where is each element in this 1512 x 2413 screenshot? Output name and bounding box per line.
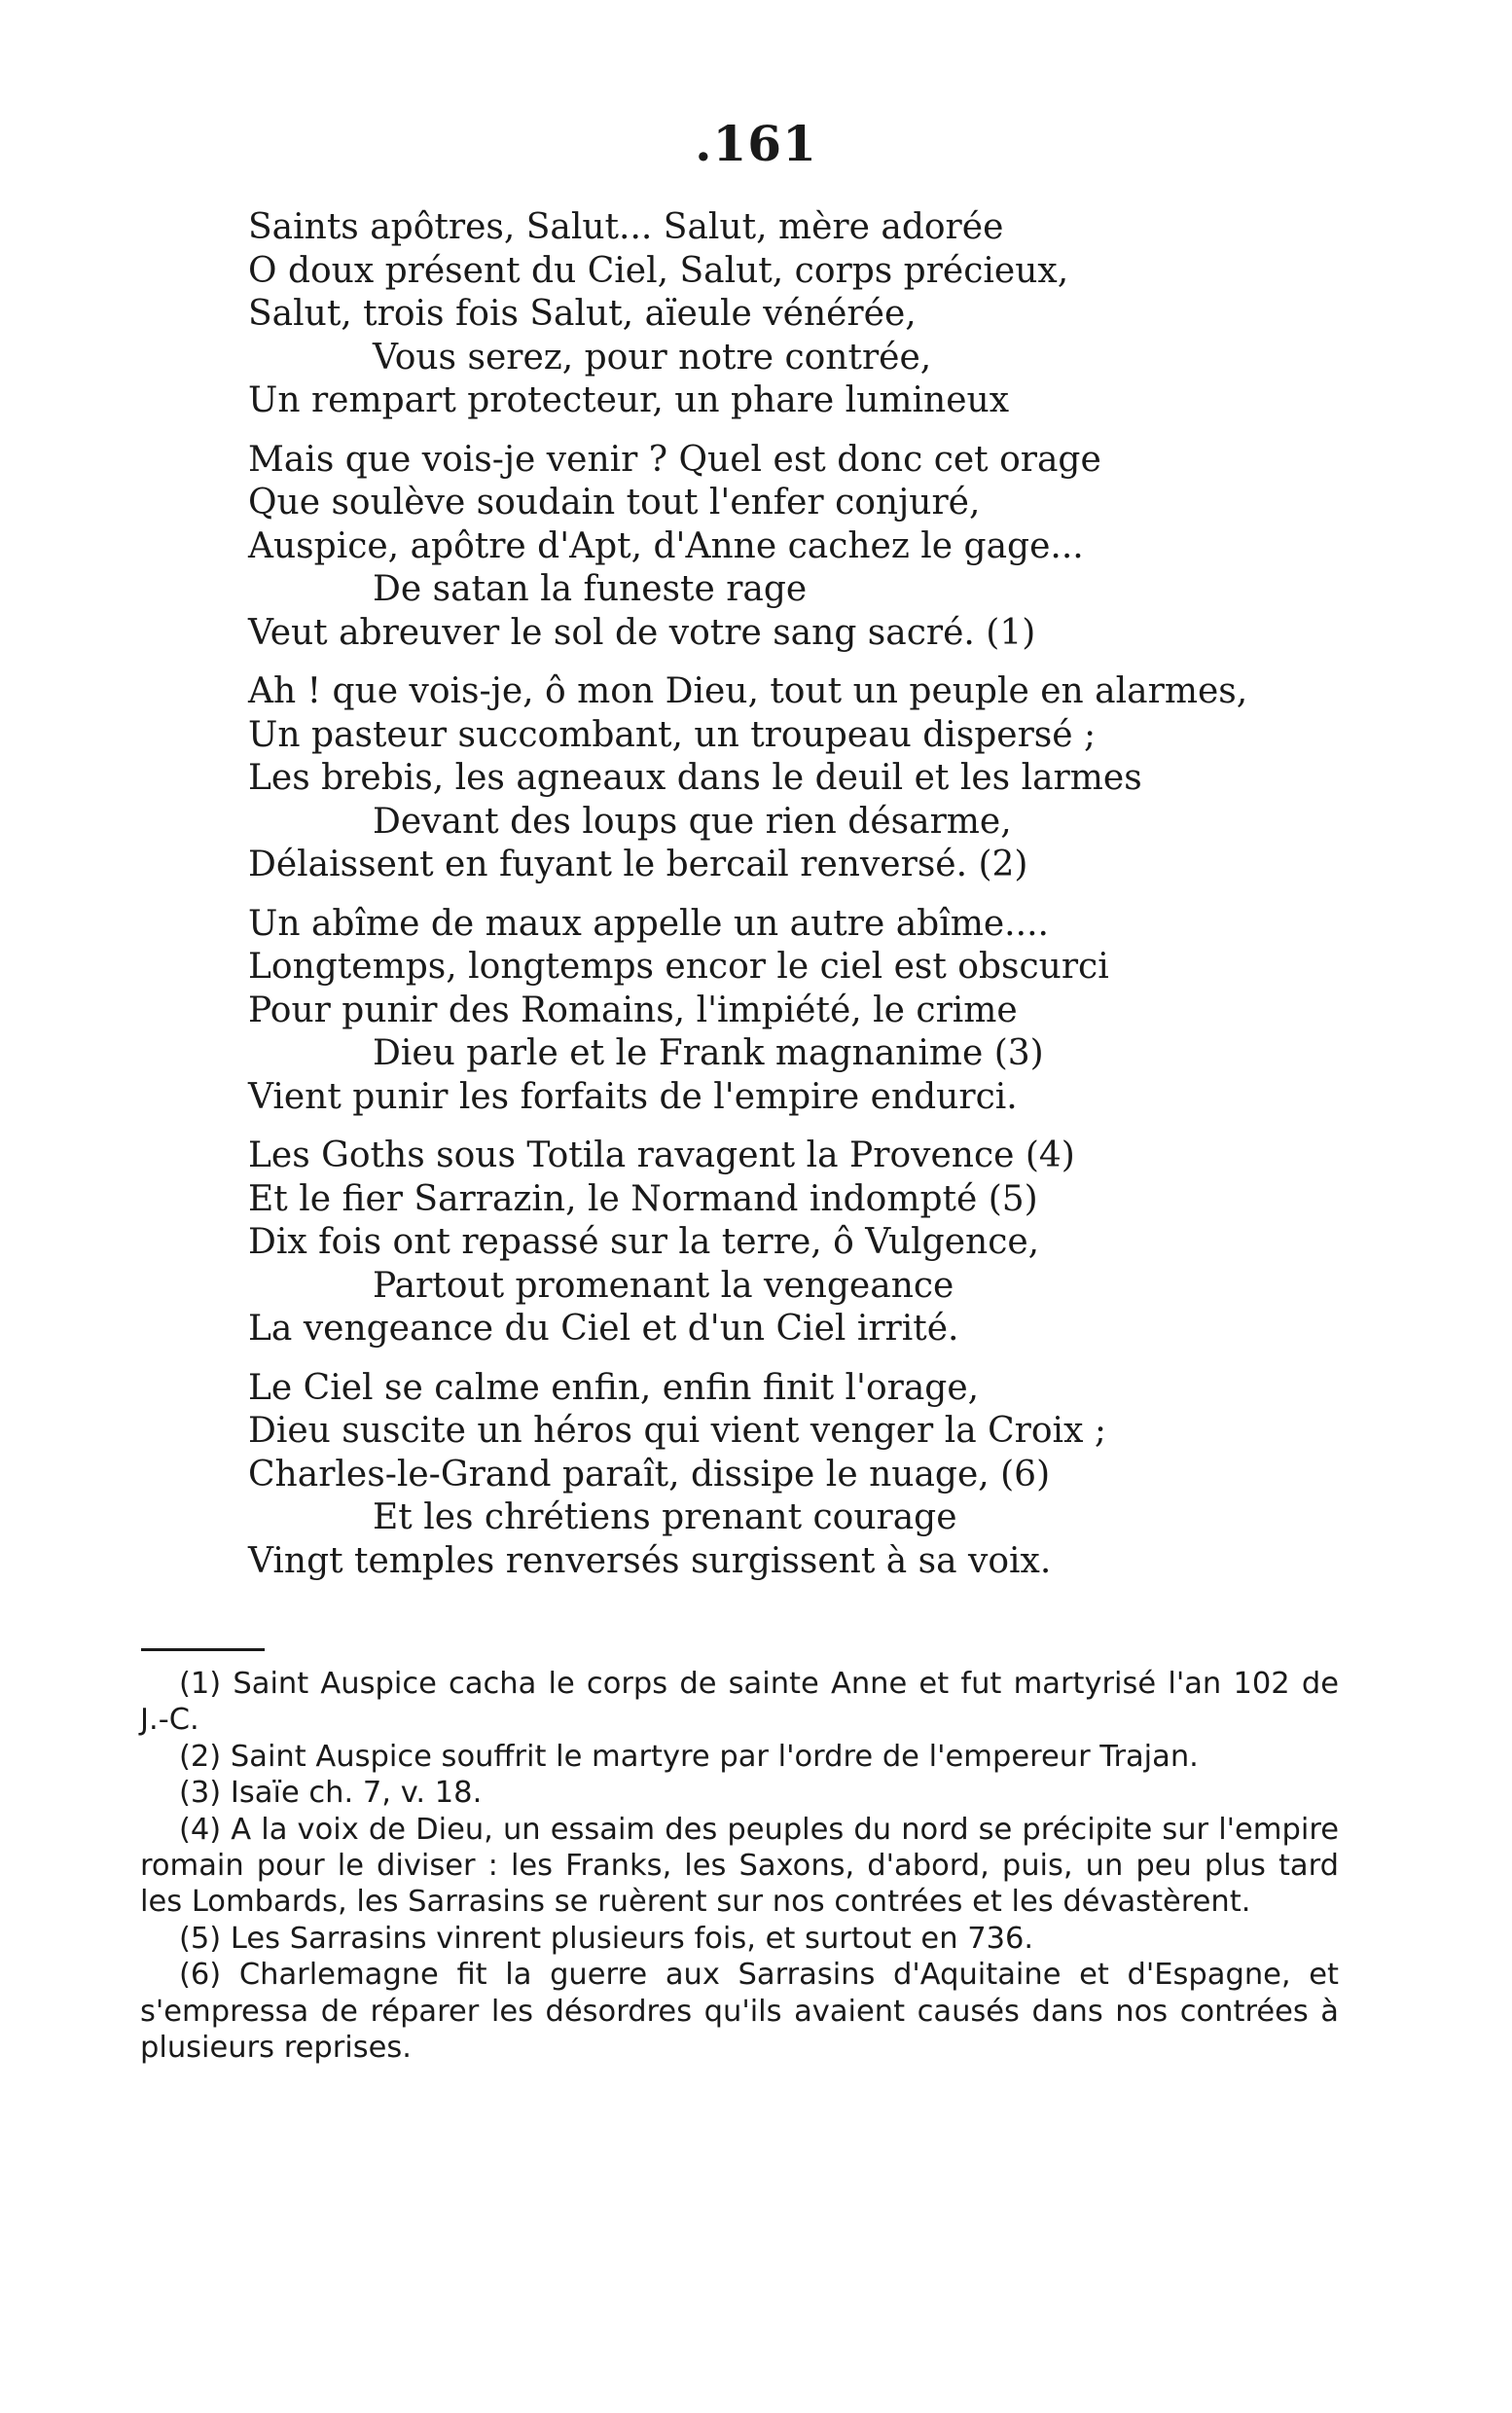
footnote: (4) A la voix de Dieu, un essaim des peuples du nord se précipite sur l'empire romain pour le diviser : les Franks, les Saxons, d'abord, puis, un peu plus tard les Lombards, les Sarrasins se ruèrent sur nos contrées et les dévastèrent. bbox=[140, 1812, 1339, 1920]
verse-line: O doux présent du Ciel, Salut, corps précieux, bbox=[248, 250, 1069, 291]
verse-line: Partout promenant la vengeance bbox=[373, 1265, 954, 1306]
verse-line: Vingt temples renversés surgissent à sa voix. bbox=[248, 1540, 1052, 1581]
verse-line: La vengeance du Ciel et d'un Ciel irrité. bbox=[248, 1309, 959, 1349]
stanza bbox=[248, 670, 1455, 887]
verse-line: Dieu parle et le Frank magnanime (3) bbox=[373, 1033, 1044, 1073]
verse-line: Un pasteur succombant, un troupeau dispersé ; bbox=[248, 714, 1097, 755]
verse-line: Salut, trois fois Salut, aïeule vénérée, bbox=[248, 294, 917, 334]
verse-line: Dix fois ont repassé sur la terre, ô Vulgence, bbox=[248, 1222, 1040, 1262]
verse-line: Et le fier Sarrazin, le Normand indompté (5) bbox=[248, 1178, 1038, 1219]
verse-line: Charles-le-Grand paraît, dissipe le nuage, (6) bbox=[248, 1454, 1051, 1495]
verse-line: Dieu suscite un héros qui vient venger la Croix ; bbox=[248, 1411, 1106, 1451]
stanza bbox=[248, 903, 1455, 1120]
verse-line: Auspice, apôtre d'Apt, d'Anne cachez le gage... bbox=[248, 525, 1084, 566]
stanza bbox=[248, 1134, 1455, 1351]
verse-line: Un abîme de maux appelle un autre abîme.... bbox=[248, 903, 1049, 944]
page-number: .161 bbox=[695, 115, 817, 172]
verse-line: Le Ciel se calme enfin, enfin finit l'orage, bbox=[248, 1367, 980, 1408]
verse-line: Longtemps, longtemps encor le ciel est obscurci bbox=[248, 947, 1109, 987]
verse-line: De satan la funeste rage bbox=[373, 569, 808, 609]
verse-line: Ah ! que vois-je, ô mon Dieu, tout un peuple en alarmes, bbox=[248, 671, 1248, 711]
verse-line: Les Goths sous Totila ravagent la Provence (4) bbox=[248, 1135, 1075, 1175]
verse-line: Saints apôtres, Salut... Salut, mère adorée bbox=[248, 207, 1004, 247]
verse-line: Les brebis, les agneaux dans le deuil et les larmes bbox=[248, 758, 1142, 798]
stanza bbox=[248, 439, 1455, 656]
verse-line: Et les chrétiens prenant courage bbox=[373, 1497, 957, 1537]
footnote: (2) Saint Auspice souffrit le martyre par l'ordre de l'empereur Trajan. bbox=[179, 1739, 1199, 1774]
verse-line: Pour punir des Romains, l'impiété, le crime bbox=[248, 990, 1018, 1030]
verse-line: Vous serez, pour notre contrée, bbox=[373, 337, 932, 378]
poem bbox=[248, 206, 1455, 1599]
stanza bbox=[248, 206, 1455, 423]
footnote-rule bbox=[141, 1648, 265, 1651]
verse-line: Vient punir les forfaits de l'empire endurci. bbox=[248, 1076, 1018, 1117]
verse-line: Délaissent en fuyant le bercail renversé. (2) bbox=[248, 845, 1028, 884]
footnote: (5) Les Sarrasins vinrent plusieurs fois, et surtout en 736. bbox=[179, 1921, 1034, 1956]
verse-line: Mais que vois-je venir ? Quel est donc cet orage bbox=[248, 439, 1101, 480]
verse-line: Devant des loups que rien désarme, bbox=[373, 801, 1012, 842]
footnote: (3) Isaïe ch. 7, v. 18. bbox=[179, 1776, 483, 1811]
verse-line: Que soulève soudain tout l'enfer conjuré, bbox=[248, 483, 981, 522]
stanza bbox=[248, 1367, 1455, 1584]
footnote: (1) Saint Auspice cacha le corps de sainte Anne et fut martyrisé l'an 102 de J.-C. bbox=[140, 1667, 1339, 1738]
footnote: (6) Charlemagne fit la guerre aux Sarrasins d'Aquitaine et d'Espagne, et s'empressa de réparer les désordres qu'ils avaient causés dans nos contrées à plusieurs reprises. bbox=[140, 1958, 1339, 2066]
footnotes bbox=[140, 1666, 1339, 2066]
verse-line: Veut abreuver le sol de votre sang sacré. (1) bbox=[248, 612, 1036, 653]
verse-line: Un rempart protecteur, un phare lumineux bbox=[248, 380, 1009, 420]
